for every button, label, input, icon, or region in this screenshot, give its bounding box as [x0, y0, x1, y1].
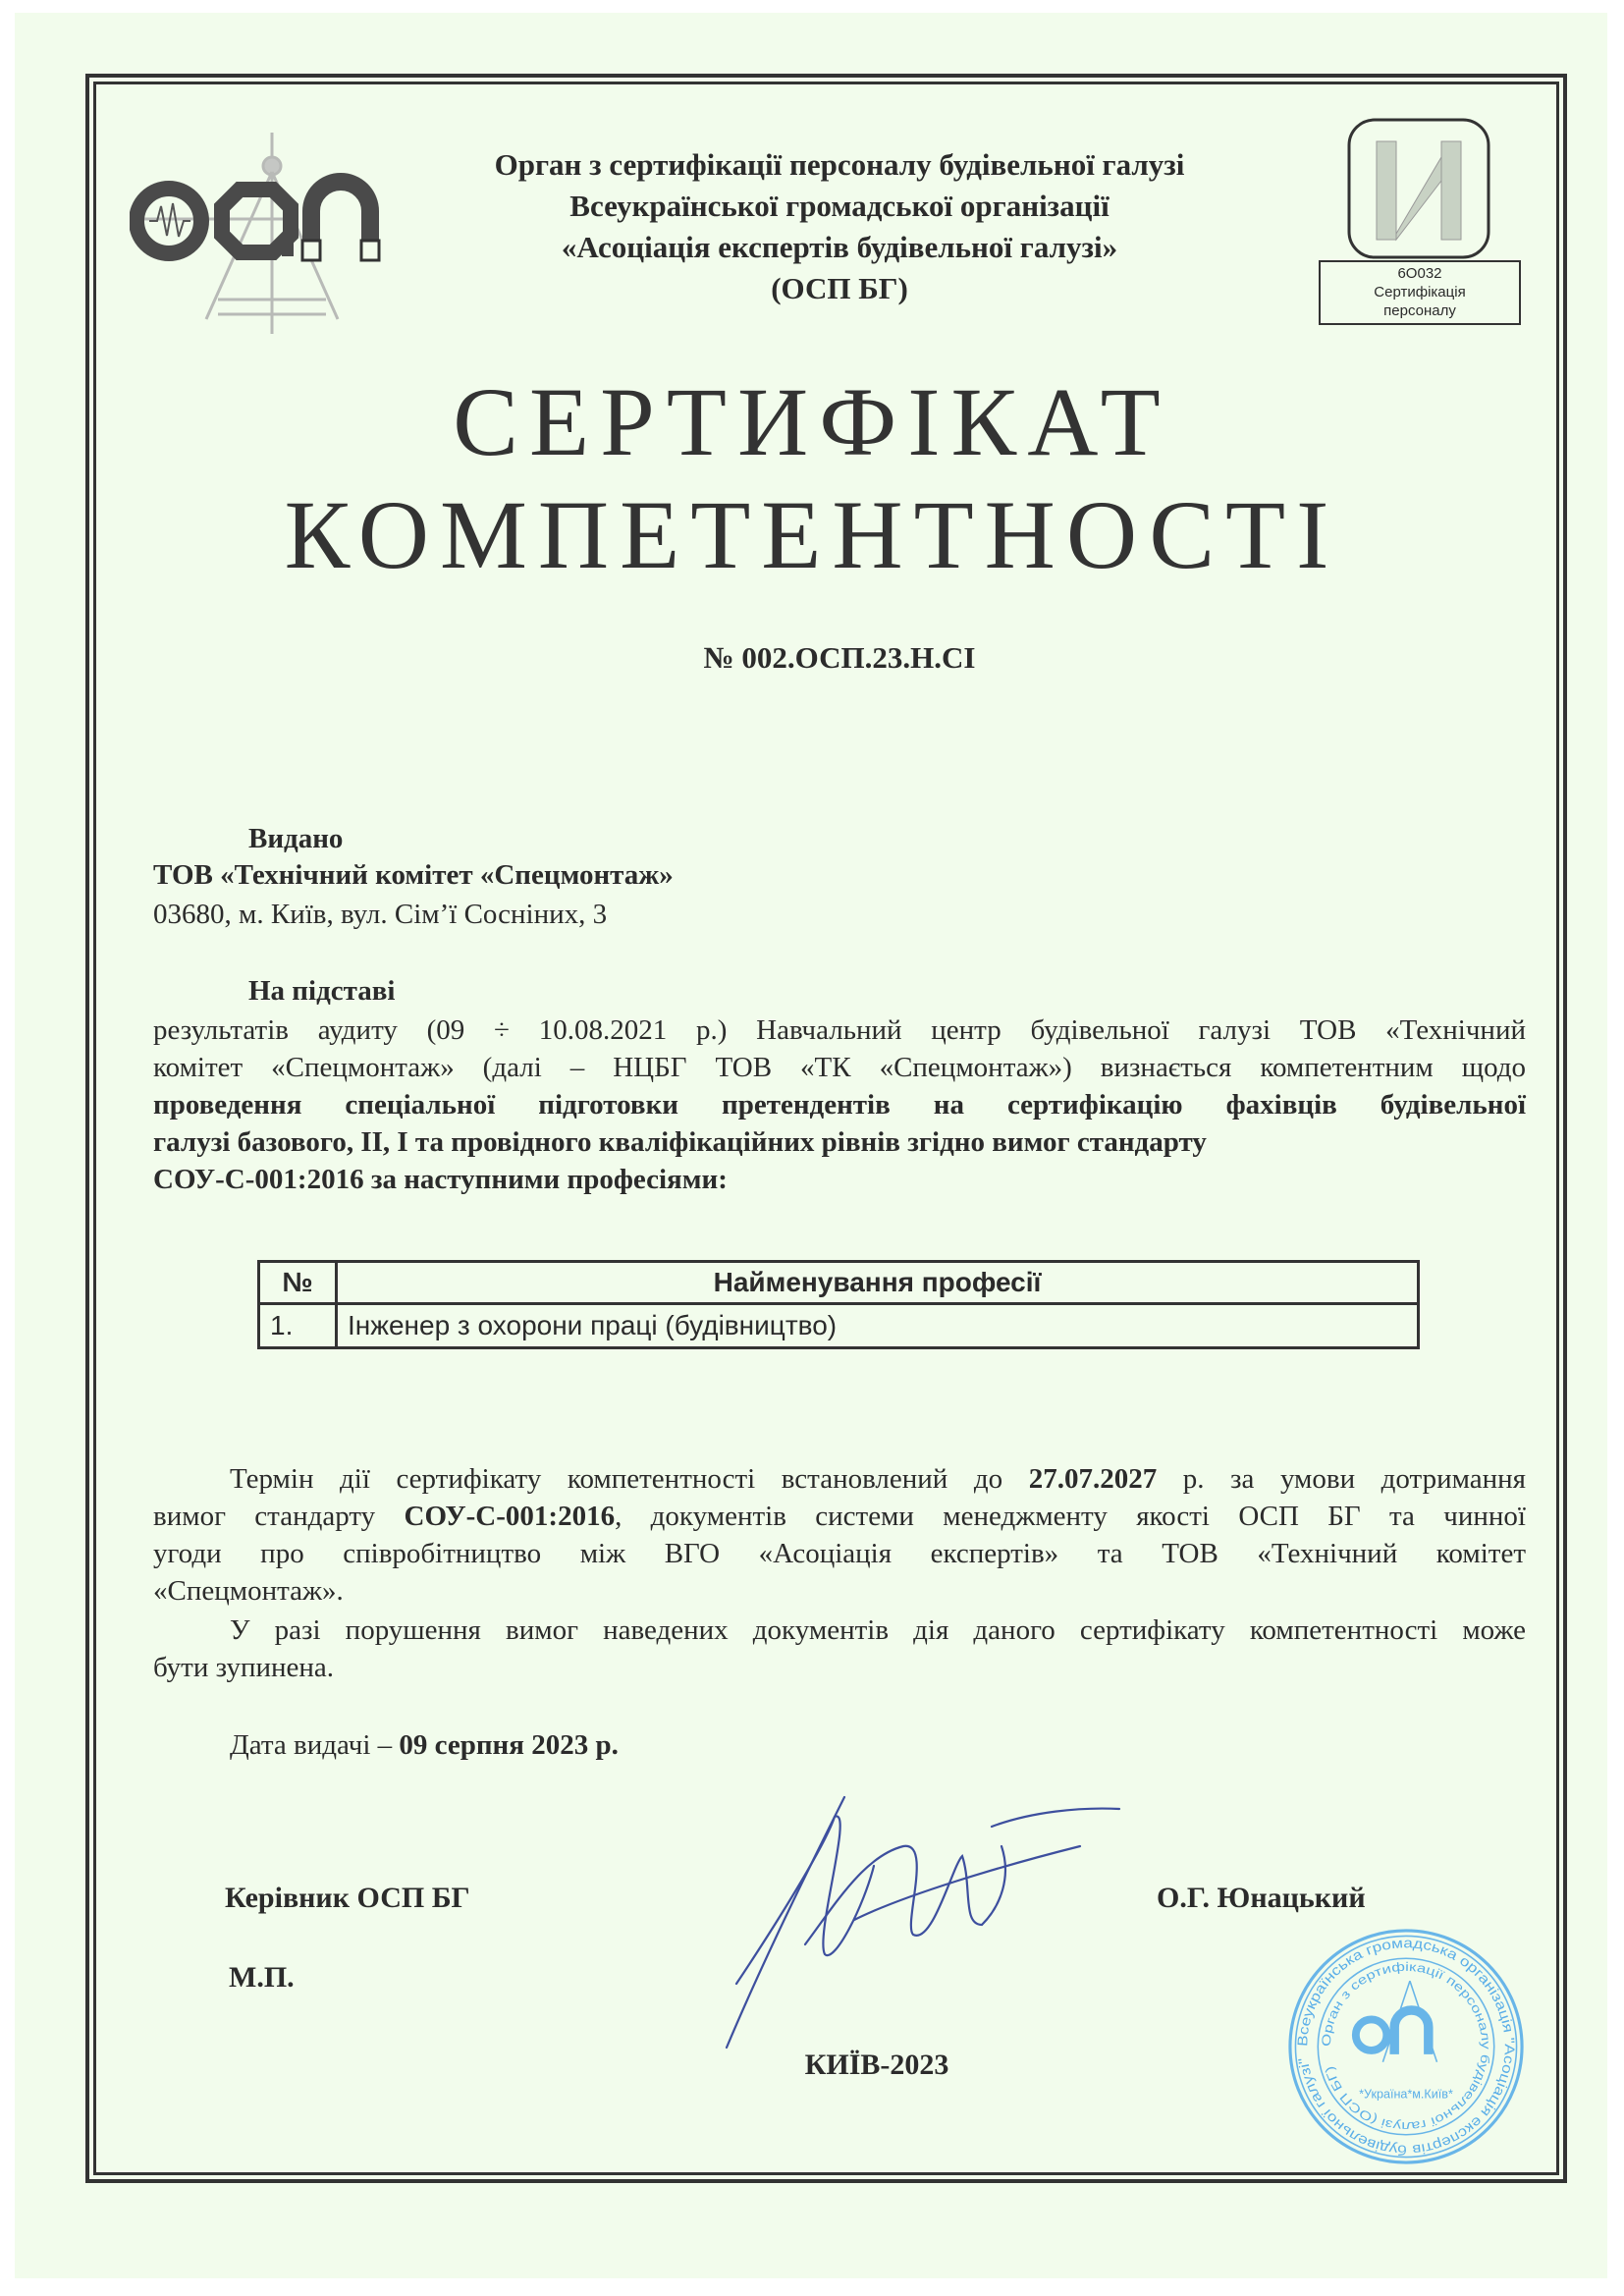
accreditation-label [1319, 260, 1521, 325]
bold-text: 27.07.2027 [1028, 1463, 1158, 1495]
accreditation-mark-icon [1347, 118, 1490, 259]
text-line [153, 1649, 1526, 1686]
issue-date [230, 1726, 619, 1764]
row-number: 1. [259, 1304, 337, 1348]
accreditation-code: 6О032 [1397, 265, 1442, 282]
text: р. за умови дотримання [1157, 1463, 1526, 1495]
issuer-line: (ОСП БГ) [771, 271, 908, 305]
text: результатів аудиту (09 ÷ 10.08.2021 р.) Навчальний центр будівельної галузі ТОВ «Технічний [153, 1014, 1526, 1046]
basis-heading: На підставі [248, 975, 396, 1007]
column-header-number: № [259, 1262, 337, 1304]
accreditation-label-1: Сертифікація [1374, 284, 1466, 301]
validity-paragraph [153, 1460, 1526, 1610]
osp-logo [130, 133, 395, 334]
handwritten-signature [707, 1787, 1198, 2052]
issuer-line: «Асоціація експертів будівельної галузі» [561, 230, 1118, 264]
place-and-year: КИЇВ-2023 [804, 2049, 949, 2081]
stamp-bottom-text: *Україна*м.Київ* [1359, 2087, 1453, 2102]
text-line [153, 1123, 1526, 1161]
text: угоди про співробітництво між ВГО «Асоціація експертів» та ТОВ «Технічний комітет [153, 1538, 1526, 1569]
text-line [153, 1086, 1526, 1123]
text-line [153, 1535, 1526, 1572]
text: «Спецмонтаж». [153, 1575, 344, 1607]
certificate-title-line-2: КОМПЕТЕНТНОСТІ [284, 480, 1340, 589]
bold-text: СОУ-С-001:2016 за наступними професіями: [153, 1164, 728, 1195]
column-header-profession: Найменування професії [337, 1262, 1419, 1304]
official-stamp [1286, 1927, 1526, 2166]
suspension-paragraph [153, 1612, 1526, 1686]
text-line [153, 1612, 1526, 1649]
basis-paragraph [153, 1011, 1526, 1198]
text-line [153, 1161, 1526, 1198]
issued-heading: Видано [248, 823, 344, 854]
stamp-outer-text: Всеукраїнська громадська організація "Асоціація експертів будівельної галузі" [1295, 1936, 1517, 2158]
signatory-name: О.Г. Юнацький [1157, 1882, 1366, 1914]
text-line [153, 1049, 1526, 1086]
table-header-row [259, 1262, 1419, 1304]
bold-text: СОУ-С-001:2016 [404, 1501, 616, 1532]
issuer-header [412, 144, 1267, 309]
issuer-line: Всеукраїнської громадської організації [569, 189, 1110, 223]
signatory-position: Керівник ОСП БГ [225, 1882, 470, 1914]
text: У разі порушення вимог наведених документів дія даного сертифікату компетентності може [230, 1614, 1526, 1646]
text: вимог стандарту [153, 1501, 405, 1532]
text: , документів системи менеджменту якості ОСП БГ та чинної [615, 1501, 1526, 1532]
professions-table [257, 1260, 1420, 1349]
text-line [153, 1498, 1526, 1535]
bold-text: галузі базового, ІІ, І та провідного кваліфікаційних рівнів згідно вимог стандарту [153, 1126, 1207, 1158]
text: Термін дії сертифікату компетентності встановлений до [230, 1463, 1029, 1495]
text: бути зупинена. [153, 1652, 335, 1683]
accreditation-label-2: персоналу [1383, 302, 1456, 319]
text-line [153, 1572, 1526, 1610]
row-profession: Інженер з охорони праці (будівництво) [337, 1304, 1419, 1348]
issue-date-value: 09 серпня 2023 р. [399, 1729, 619, 1761]
certificate-number: № 002.ОСП.23.Н.СІ [703, 640, 976, 675]
table-row [259, 1304, 1419, 1348]
text-line [153, 1460, 1526, 1498]
issue-date-label: Дата видачі – [230, 1729, 400, 1761]
seal-label: М.П. [229, 1961, 295, 1994]
bold-text: проведення спеціальної підготовки претендентів на сертифікацію фахівців будівельної [153, 1089, 1526, 1121]
issuer-line: Орган з сертифікації персоналу будівельної галузі [494, 147, 1185, 182]
issued-company: ТОВ «Технічний комітет «Спецмонтаж» [153, 859, 674, 891]
text-line [153, 1011, 1526, 1049]
certificate-title-line-1: СЕРТИФІКАТ [453, 367, 1171, 476]
issued-address: 03680, м. Київ, вул. Сім’ї Сосніних, 3 [153, 899, 608, 930]
stamp-inner-text: Орган з сертифікації персоналу будівельної галузі (ОСП БГ) [1319, 1959, 1493, 2134]
text: комітет «Спецмонтаж» (далі – НЦБГ ТОВ «ТК «Спецмонтаж») визнається компетентним щодо [153, 1052, 1526, 1083]
